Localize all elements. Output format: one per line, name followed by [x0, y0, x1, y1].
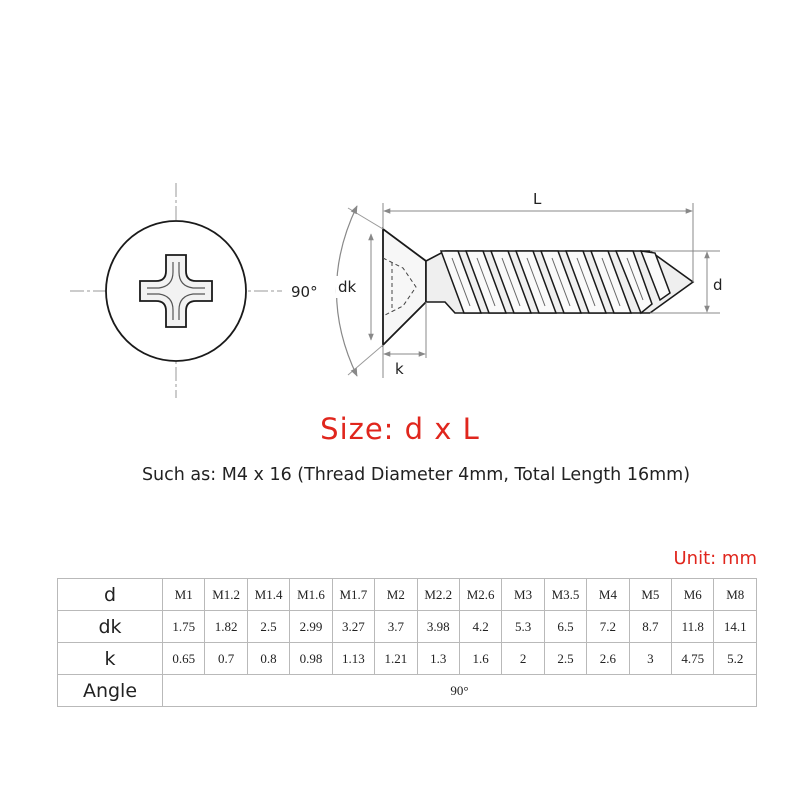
k-label: k: [395, 360, 404, 378]
row-header-k: k: [58, 643, 163, 675]
table-cell: 14.1: [714, 611, 757, 643]
table-cell: 6.5: [544, 611, 586, 643]
countersunk-head: [383, 229, 426, 345]
table-cell: M1.7: [332, 579, 374, 611]
table-cell: M1.4: [247, 579, 289, 611]
table-cell: 0.7: [205, 643, 247, 675]
table-cell: 4.75: [672, 643, 714, 675]
table-cell: 7.2: [587, 611, 629, 643]
table-cell: 0.98: [290, 643, 332, 675]
table-cell: 2.99: [290, 611, 332, 643]
d-label: d: [713, 276, 723, 294]
table-cell: 8.7: [629, 611, 671, 643]
table-cell: 1.21: [375, 643, 417, 675]
table-cell: 1.13: [332, 643, 374, 675]
table-cell: 0.65: [163, 643, 205, 675]
table-cell: M2: [375, 579, 417, 611]
table-cell: M1: [163, 579, 205, 611]
table-cell: M5: [629, 579, 671, 611]
table-cell: 4.2: [459, 611, 501, 643]
angle-guide-bottom: [348, 345, 383, 375]
row-header-angle: Angle: [58, 675, 163, 707]
table-cell: 2.6: [587, 643, 629, 675]
table-cell: M1.2: [205, 579, 247, 611]
table-cell: 3.98: [417, 611, 459, 643]
table-cell: M3: [502, 579, 544, 611]
dk-label: dk: [338, 278, 357, 296]
screw-head-top-view: [70, 183, 282, 398]
table-cell: 1.82: [205, 611, 247, 643]
table-cell: 1.75: [163, 611, 205, 643]
table-row-d: [58, 579, 757, 611]
row-header-d: d: [58, 579, 163, 611]
size-example: Such as: M4 x 16 (Thread Diameter 4mm, Total Length 16mm): [141, 465, 691, 485]
table-cell: 3.7: [375, 611, 417, 643]
table-row-k: [58, 643, 757, 675]
row-header-dk: dk: [58, 611, 163, 643]
table-cell: M1.6: [290, 579, 332, 611]
table-cell: 2.5: [544, 643, 586, 675]
unit-label: Unit: mm: [673, 548, 757, 569]
table-cell: M6: [672, 579, 714, 611]
table-cell: 5.2: [714, 643, 757, 675]
table-cell: M8: [714, 579, 757, 611]
spec-table: [57, 578, 757, 707]
table-cell: M2.2: [417, 579, 459, 611]
table-cell: M2.6: [459, 579, 501, 611]
table-row-angle: [58, 675, 757, 707]
table-row-dk: [58, 611, 757, 643]
angle-guide-top: [348, 208, 383, 229]
size-title: Size: d x L: [320, 412, 480, 446]
table-cell: 3.27: [332, 611, 374, 643]
table-cell: 5.3: [502, 611, 544, 643]
table-cell: 1.6: [459, 643, 501, 675]
table-cell: 3: [629, 643, 671, 675]
table-cell: 0.8: [247, 643, 289, 675]
screw-side-view: [348, 208, 693, 375]
table-cell: 1.3: [417, 643, 459, 675]
table-cell: M4: [587, 579, 629, 611]
table-cell: M3.5: [544, 579, 586, 611]
angle-value-cell: 90°: [163, 675, 757, 707]
table-cell: 2: [502, 643, 544, 675]
table-cell: 2.5: [247, 611, 289, 643]
table-cell: 11.8: [672, 611, 714, 643]
angle-90-label: 90°: [291, 283, 318, 301]
L-label: L: [533, 190, 542, 208]
